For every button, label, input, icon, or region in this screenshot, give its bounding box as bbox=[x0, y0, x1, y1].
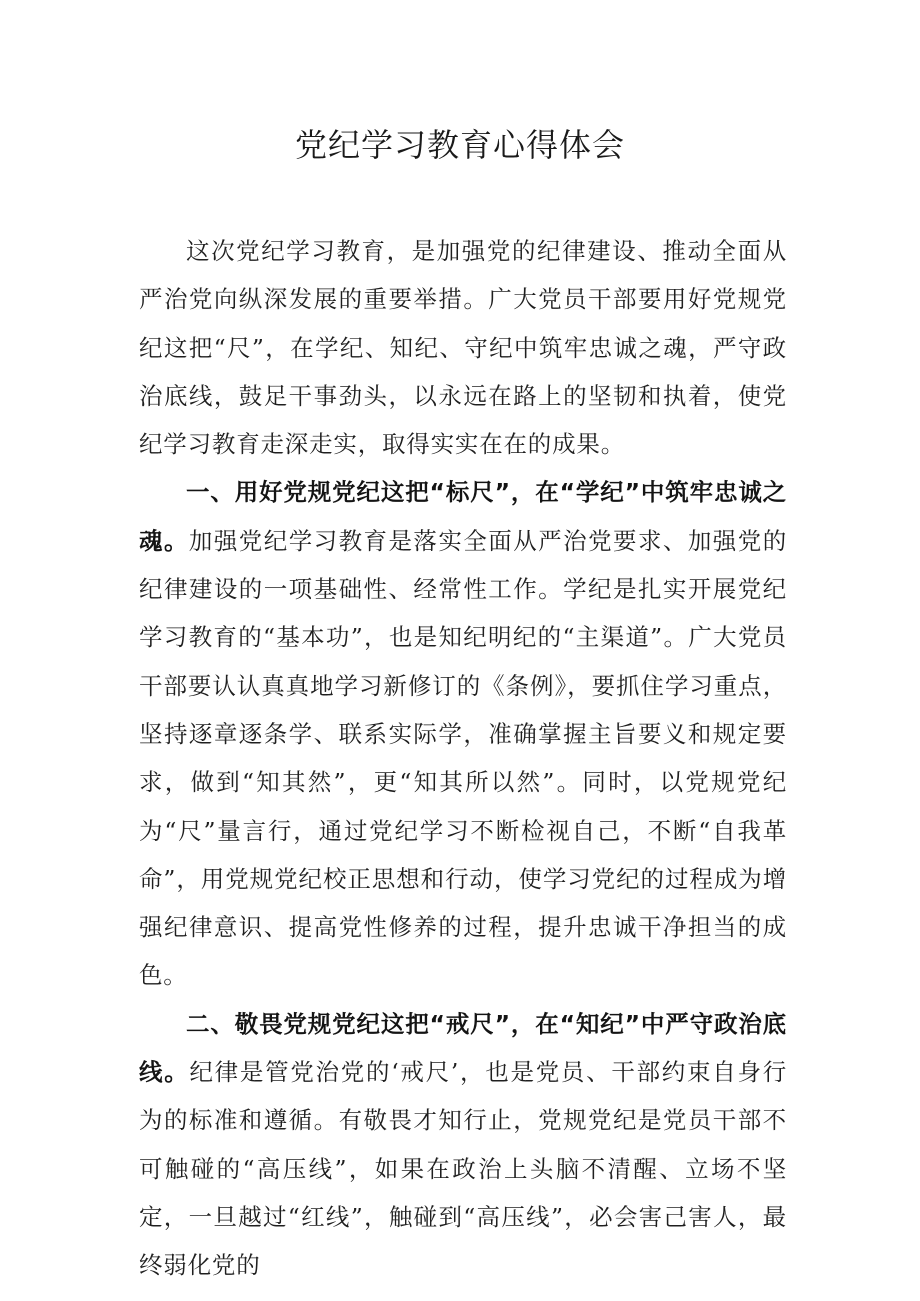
intro-paragraph-text: 这次党纪学习教育，是加强党的纪律建设、推动全面从严治党向纵深发展的重要举措。广大党员干部要用好党规党纪这把“尺”，在学纪、知纪、守纪中筑牢忠诚之魂，严守政治底线，鼓足干事劲头，以永远在路上的坚韧和执着，使党纪学习教育走深走实，取得实实在在的成果。 bbox=[139, 237, 787, 459]
section-two-paragraph bbox=[139, 1000, 787, 1290]
section-one-text: 加强党纪学习教育是落实全面从严治党要求、加强党的纪律建设的一项基础性、经常性工作。学纪是扎实开展党纪学习教育的“基本功”，也是知纪明纪的“主渠道”。广大党员干部要认认真真地学习新修订的《条例》，要抓住学习重点，坚持逐章逐条学、联系实际学，准确掌握主旨要义和规定要求，做到“知其然”，更“知其所以然”。同时，以党规党纪为“尺”量言行，通过党纪学习不断检视自己，不断“自我革命”，用党规党纪校正思想和行动，使学习党纪的过程成为增强纪律意识、提高党性修养的过程，提升忠诚干净担当的成色。 bbox=[139, 526, 788, 990]
section-one-heading: 一、用好党规党纪这把“标尺”，在“学纪”中筑牢忠诚之魂。 bbox=[139, 478, 787, 555]
section-two-text: 纪律是管党治党的‘戒尺’，也是党员、干部约束自身行为的标准和遵循。有敬畏才知行止，党规党纪是党员干部不可触碰的“高压线”，如果在政治上头脑不清醒、立场不坚定，一旦越过“红线”，触碰到“高压线”，必会害己害人，最终弱化党的 bbox=[139, 1058, 787, 1280]
section-two-heading: 二、敬畏党规党纪这把“戒尺”，在“知纪”中严守政治底线。 bbox=[139, 1009, 787, 1087]
document-body bbox=[139, 227, 787, 1290]
section-one-paragraph bbox=[139, 468, 787, 999]
intro-paragraph bbox=[139, 227, 787, 468]
document-title: 党纪学习教育心得体会 bbox=[294, 126, 625, 164]
